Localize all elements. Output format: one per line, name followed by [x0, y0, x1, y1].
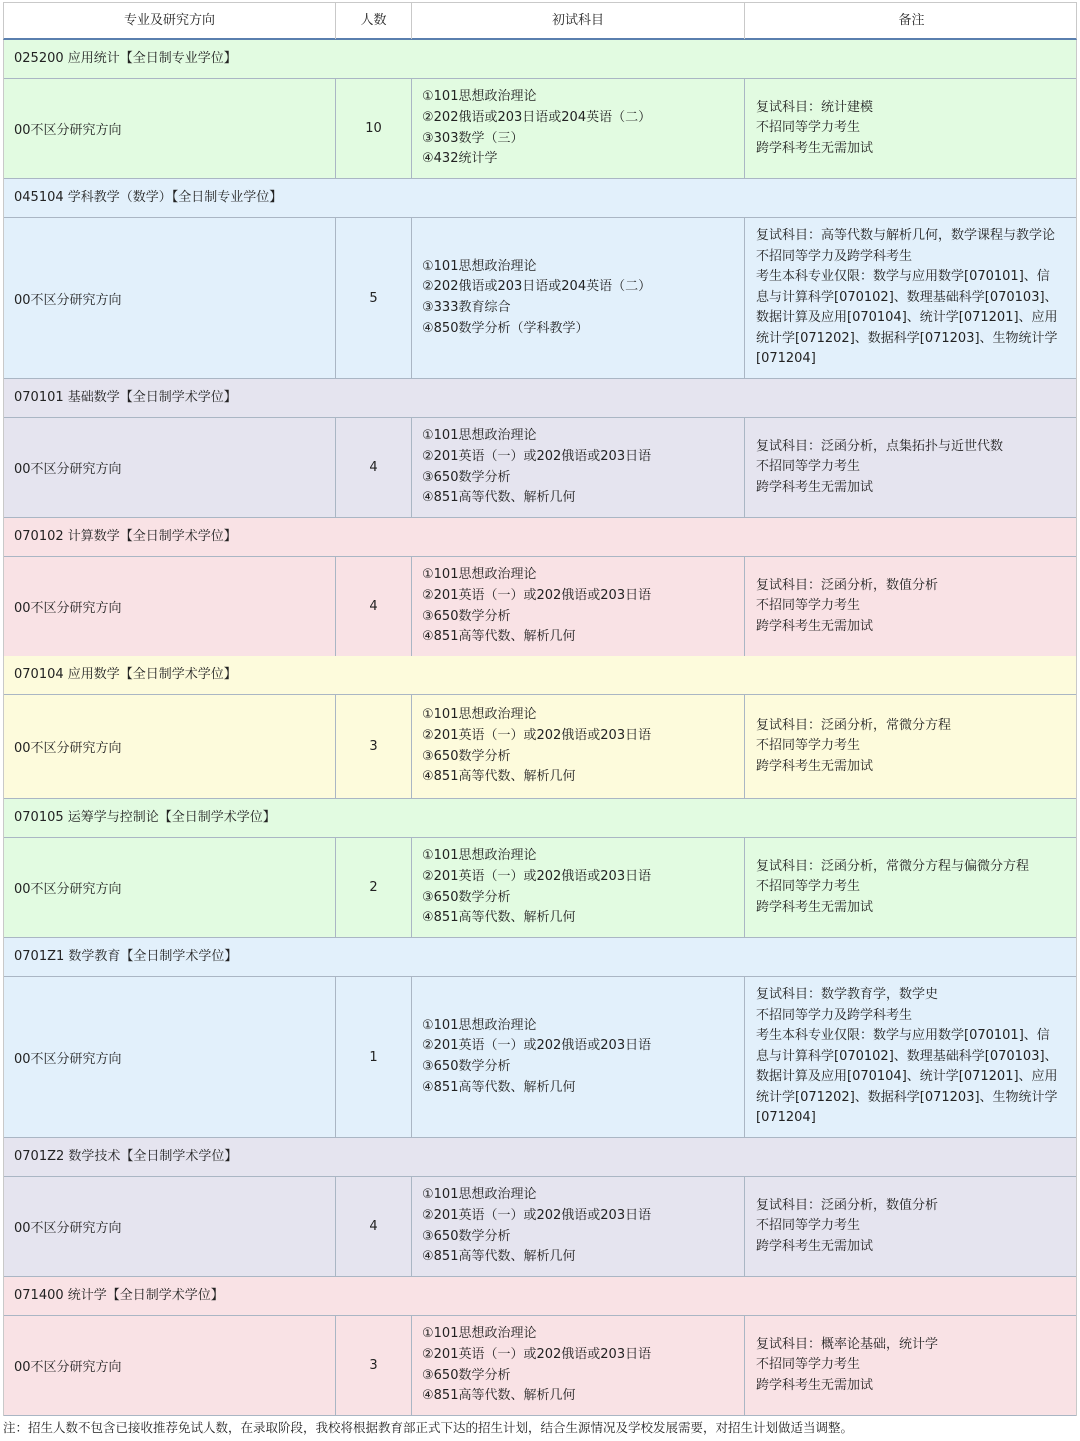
program-group	[3, 40, 1077, 179]
note-line: 复试科目：数学教育学，数学史	[756, 986, 939, 1002]
exam-subjects	[412, 838, 745, 937]
note-line: 跨学科考生无需加试	[756, 1238, 874, 1254]
subject-line: ③650数学分析	[422, 889, 511, 905]
exam-subjects	[412, 557, 745, 656]
subject-line: ②201英语（一）或202俄语或203日语	[422, 727, 652, 743]
enrollment-count: 3	[336, 1316, 412, 1415]
header-direction: 专业及研究方向	[4, 3, 336, 39]
note-line: 息与计算科学[070102]、数理基础科学[070103]、	[756, 1048, 1058, 1064]
subject-line: ④851高等代数、解析几何	[422, 1388, 576, 1404]
subject-line: ①101思想政治理论	[422, 567, 537, 583]
header-subjects: 初试科目	[412, 3, 745, 39]
subject-line: ②201英语（一）或202俄语或203日语	[422, 1346, 652, 1362]
note-line: 统计学[071202]、数据科学[071203]、生物统计学	[756, 330, 1058, 346]
program-group	[3, 518, 1077, 657]
subject-line: ③650数学分析	[422, 748, 511, 764]
notes	[745, 1316, 1078, 1415]
table-row	[4, 695, 1076, 799]
program-title: 070101 基础数学【全日制学术学位】	[4, 379, 1076, 418]
note-line: 息与计算科学[070102]、数理基础科学[070103]、	[756, 289, 1058, 305]
note-line: 不招同等学力考生	[756, 879, 861, 895]
subject-line: ③650数学分析	[422, 1059, 511, 1074]
research-direction: 00不区分研究方向	[4, 79, 336, 178]
exam-subjects	[412, 1316, 745, 1415]
subject-line: ①101思想政治理论	[422, 848, 537, 864]
note-line: [071204]	[756, 351, 816, 367]
program-title: 0701Z1 数学教育【全日制学术学位】	[4, 938, 1076, 977]
subject-line: ④851高等代数、解析几何	[422, 769, 576, 785]
subject-line: ④851高等代数、解析几何	[422, 1249, 576, 1265]
program-title: 070102 计算数学【全日制学术学位】	[4, 518, 1076, 557]
notes	[745, 1177, 1078, 1276]
note-line: 跨学科考生无需加试	[756, 140, 874, 156]
research-direction: 00不区分研究方向	[4, 418, 336, 517]
exam-subjects	[412, 977, 745, 1137]
subject-line: ③650数学分析	[422, 608, 511, 624]
note-line: 跨学科考生无需加试	[756, 758, 874, 774]
note-line: 复试科目：泛函分析，数值分析	[756, 1197, 939, 1213]
note-line: 跨学科考生无需加试	[756, 479, 874, 495]
note-line: 跨学科考生无需加试	[756, 618, 874, 634]
notes	[745, 79, 1078, 178]
note-line: 不招同等学力考生	[756, 459, 861, 475]
table-row	[4, 218, 1076, 379]
program-group	[3, 179, 1077, 379]
notes	[745, 838, 1078, 937]
enrollment-count: 4	[336, 418, 412, 517]
program-group	[3, 1277, 1077, 1416]
notes	[745, 218, 1078, 378]
footnote: 注：招生人数不包含已接收推荐免试人数，在录取阶段，我校将根据教育部正式下达的招生计划，结合生源情况及学校发展需要，对招生计划做适当调整。	[3, 1420, 854, 1435]
subject-line: ①101思想政治理论	[422, 1326, 537, 1342]
note-line: 不招同等学力考生	[756, 120, 861, 136]
research-direction: 00不区分研究方向	[4, 557, 336, 656]
table-row	[4, 418, 1076, 518]
enrollment-count: 4	[336, 557, 412, 656]
subject-line: ②201英语（一）或202俄语或203日语	[422, 868, 652, 884]
note-line: 考生本科专业仅限：数学与应用数学[070101]、信	[756, 269, 1050, 285]
subject-line: ③650数学分析	[422, 1367, 511, 1383]
note-line: 复试科目：泛函分析，数值分析	[756, 577, 939, 593]
note-line: 不招同等学力考生	[756, 1357, 861, 1373]
program-title: 070104 应用数学【全日制学术学位】	[4, 656, 1076, 695]
research-direction: 00不区分研究方向	[4, 977, 336, 1137]
table-row	[4, 1316, 1076, 1416]
note-line: 复试科目：概率论基础，统计学	[756, 1336, 939, 1352]
subject-line: ①101思想政治理论	[422, 258, 537, 274]
note-line: 不招同等学力考生	[756, 598, 861, 614]
research-direction: 00不区分研究方向	[4, 218, 336, 378]
subject-line: ②201英语（一）或202俄语或203日语	[422, 1038, 652, 1054]
note-line: 跨学科考生无需加试	[756, 899, 874, 915]
subject-line: ②201英语（一）或202俄语或203日语	[422, 587, 652, 603]
table-row	[4, 838, 1076, 938]
notes	[745, 418, 1078, 517]
enrollment-count: 3	[336, 695, 412, 798]
note-line: 不招同等学力考生	[756, 1218, 861, 1234]
note-line: 复试科目：泛函分析，常微分方程	[756, 717, 952, 733]
program-title: 045104 学科教学（数学）【全日制专业学位】	[4, 179, 1076, 218]
subject-line: ④850数学分析（学科教学）	[422, 320, 589, 336]
header-count: 人数	[336, 3, 412, 39]
subject-line: ①101思想政治理论	[422, 89, 537, 105]
exam-subjects	[412, 1177, 745, 1276]
enrollment-count: 10	[336, 79, 412, 178]
note-line: 数据计算及应用[070104]、统计学[071201]、应用	[756, 1069, 1058, 1085]
notes	[745, 695, 1078, 798]
program-group	[3, 379, 1077, 518]
table-header	[3, 2, 1077, 40]
subject-line: ①101思想政治理论	[422, 707, 537, 723]
table-row	[4, 1177, 1076, 1277]
table-row	[4, 79, 1076, 179]
notes	[745, 557, 1078, 656]
enrollment-count: 4	[336, 1177, 412, 1276]
subject-line: ④851高等代数、解析几何	[422, 1079, 576, 1095]
program-title: 070105 运筹学与控制论【全日制学术学位】	[4, 799, 1076, 838]
exam-subjects	[412, 218, 745, 378]
program-group	[3, 1138, 1077, 1277]
note-line: 数据计算及应用[070104]、统计学[071201]、应用	[756, 310, 1058, 326]
research-direction: 00不区分研究方向	[4, 1316, 336, 1415]
header-notes: 备注	[898, 13, 925, 28]
table-row	[4, 977, 1076, 1138]
enrollment-count: 1	[336, 977, 412, 1137]
subject-line: ②201英语（一）或202俄语或203日语	[422, 448, 652, 464]
program-title: 071400 统计学【全日制学术学位】	[4, 1277, 1076, 1316]
subject-line: ①101思想政治理论	[422, 1187, 537, 1203]
subject-line: ④851高等代数、解析几何	[422, 910, 576, 926]
exam-subjects	[412, 695, 745, 798]
note-line: [071204]	[756, 1110, 816, 1126]
program-group	[3, 656, 1077, 799]
subject-line: ③650数学分析	[422, 469, 511, 485]
program-group	[3, 799, 1077, 938]
program-group	[3, 938, 1077, 1138]
subject-line: ③333教育综合	[422, 300, 511, 315]
subject-line: ①101思想政治理论	[422, 1017, 537, 1033]
note-line: 不招同等学力考生	[756, 738, 861, 754]
note-line: 跨学科考生无需加试	[756, 1377, 874, 1393]
subject-line: ③303数学（三）	[422, 130, 524, 146]
subject-line: ②202俄语或203日语或204英语（二）	[422, 279, 652, 295]
subject-line: ②201英语（一）或202俄语或203日语	[422, 1207, 652, 1223]
table-row	[4, 557, 1076, 657]
notes	[745, 977, 1078, 1137]
research-direction: 00不区分研究方向	[4, 695, 336, 798]
note-line: 不招同等学力及跨学科考生	[756, 1007, 913, 1023]
note-line: 不招同等学力及跨学科考生	[756, 248, 913, 264]
subject-line: ④851高等代数、解析几何	[422, 629, 576, 645]
exam-subjects	[412, 79, 745, 178]
research-direction: 00不区分研究方向	[4, 1177, 336, 1276]
note-line: 复试科目：泛函分析，点集拓扑与近世代数	[756, 438, 1004, 454]
enrollment-count: 5	[336, 218, 412, 378]
research-direction: 00不区分研究方向	[4, 838, 336, 937]
note-line: 复试科目：高等代数与解析几何，数学课程与教学论	[756, 227, 1056, 243]
subject-line: ②202俄语或203日语或204英语（二）	[422, 109, 652, 125]
subject-line: ④851高等代数、解析几何	[422, 490, 576, 506]
exam-subjects	[412, 418, 745, 517]
note-line: 统计学[071202]、数据科学[071203]、生物统计学	[756, 1089, 1058, 1105]
program-title: 025200 应用统计【全日制专业学位】	[4, 40, 1076, 79]
subject-line: ④432统计学	[422, 151, 498, 167]
program-title: 0701Z2 数学技术【全日制学术学位】	[4, 1138, 1076, 1177]
enrollment-count: 2	[336, 838, 412, 937]
note-line: 考生本科专业仅限：数学与应用数学[070101]、信	[756, 1028, 1050, 1044]
subject-line: ①101思想政治理论	[422, 428, 537, 444]
note-line: 复试科目：泛函分析，常微分方程与偏微分方程	[756, 858, 1030, 874]
note-line: 复试科目：统计建模	[756, 99, 874, 115]
subject-line: ③650数学分析	[422, 1228, 511, 1244]
